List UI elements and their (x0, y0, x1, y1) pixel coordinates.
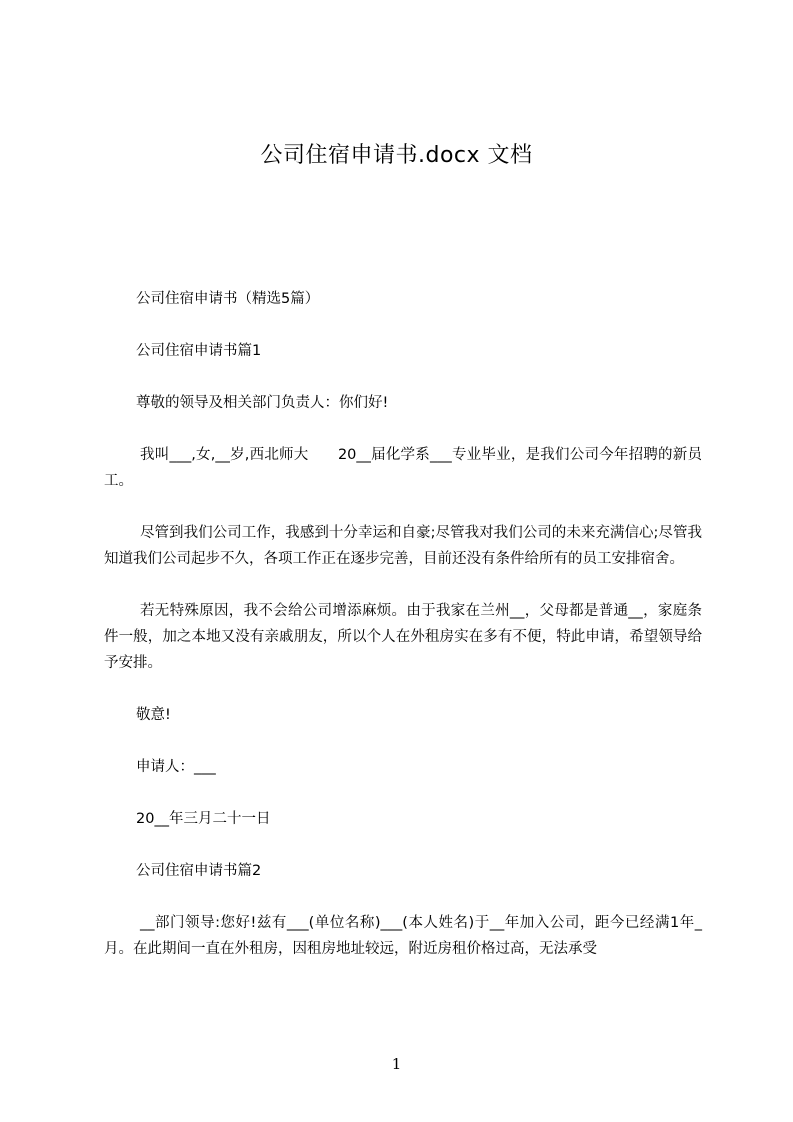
page-number: 1 (391, 1055, 402, 1073)
document-title: 公司住宿申请书.docx 文档 (260, 143, 533, 168)
paragraph-request: 若无特殊原因，我不会给公司增添麻烦。由于我家在兰州__，父母都是普通__，家庭条件一般，加之本地又没有亲戚朋友，所以个人在外租房实在多有不便，特此申请，希望领导给予安排。 (104, 603, 702, 671)
document-body (104, 286, 702, 988)
paragraph-section-heading-2: 公司住宿申请书篇2 (136, 863, 262, 879)
paragraph-reason: 尽管到我们公司工作，我感到十分幸运和自豪;尽管我对我们公司的未来充满信心;尽管我知道我们公司起步不久，各项工作正在逐步完善，目前还没有条件给所有的员工安排宿舍。 (104, 525, 702, 567)
paragraph-closing: 敬意! (136, 707, 171, 723)
paragraph-section-heading-1: 公司住宿申请书篇1 (136, 343, 262, 359)
paragraph-collection-heading: 公司住宿申请书（精选5篇） (136, 291, 320, 307)
paragraph-applicant: 申请人：___ (136, 759, 216, 775)
paragraph-date: 20__年三月二十一日 (136, 811, 271, 827)
paragraph-introduction: 我叫___,女,__岁,西北师大 20__届化学系___专业毕业，是我们公司今年招聘的新员工。 (104, 447, 702, 489)
paragraph-salutation: 尊敬的领导及相关部门负责人：你们好! (136, 395, 389, 411)
paragraph-letter-2-body: __部门领导:您好!兹有___(单位名称)___(本人姓名)于__年加入公司，距今已经满1年_月。在此期间一直在外租房，因租房地址较远，附近房租价格过高，无法承受 (104, 915, 702, 957)
